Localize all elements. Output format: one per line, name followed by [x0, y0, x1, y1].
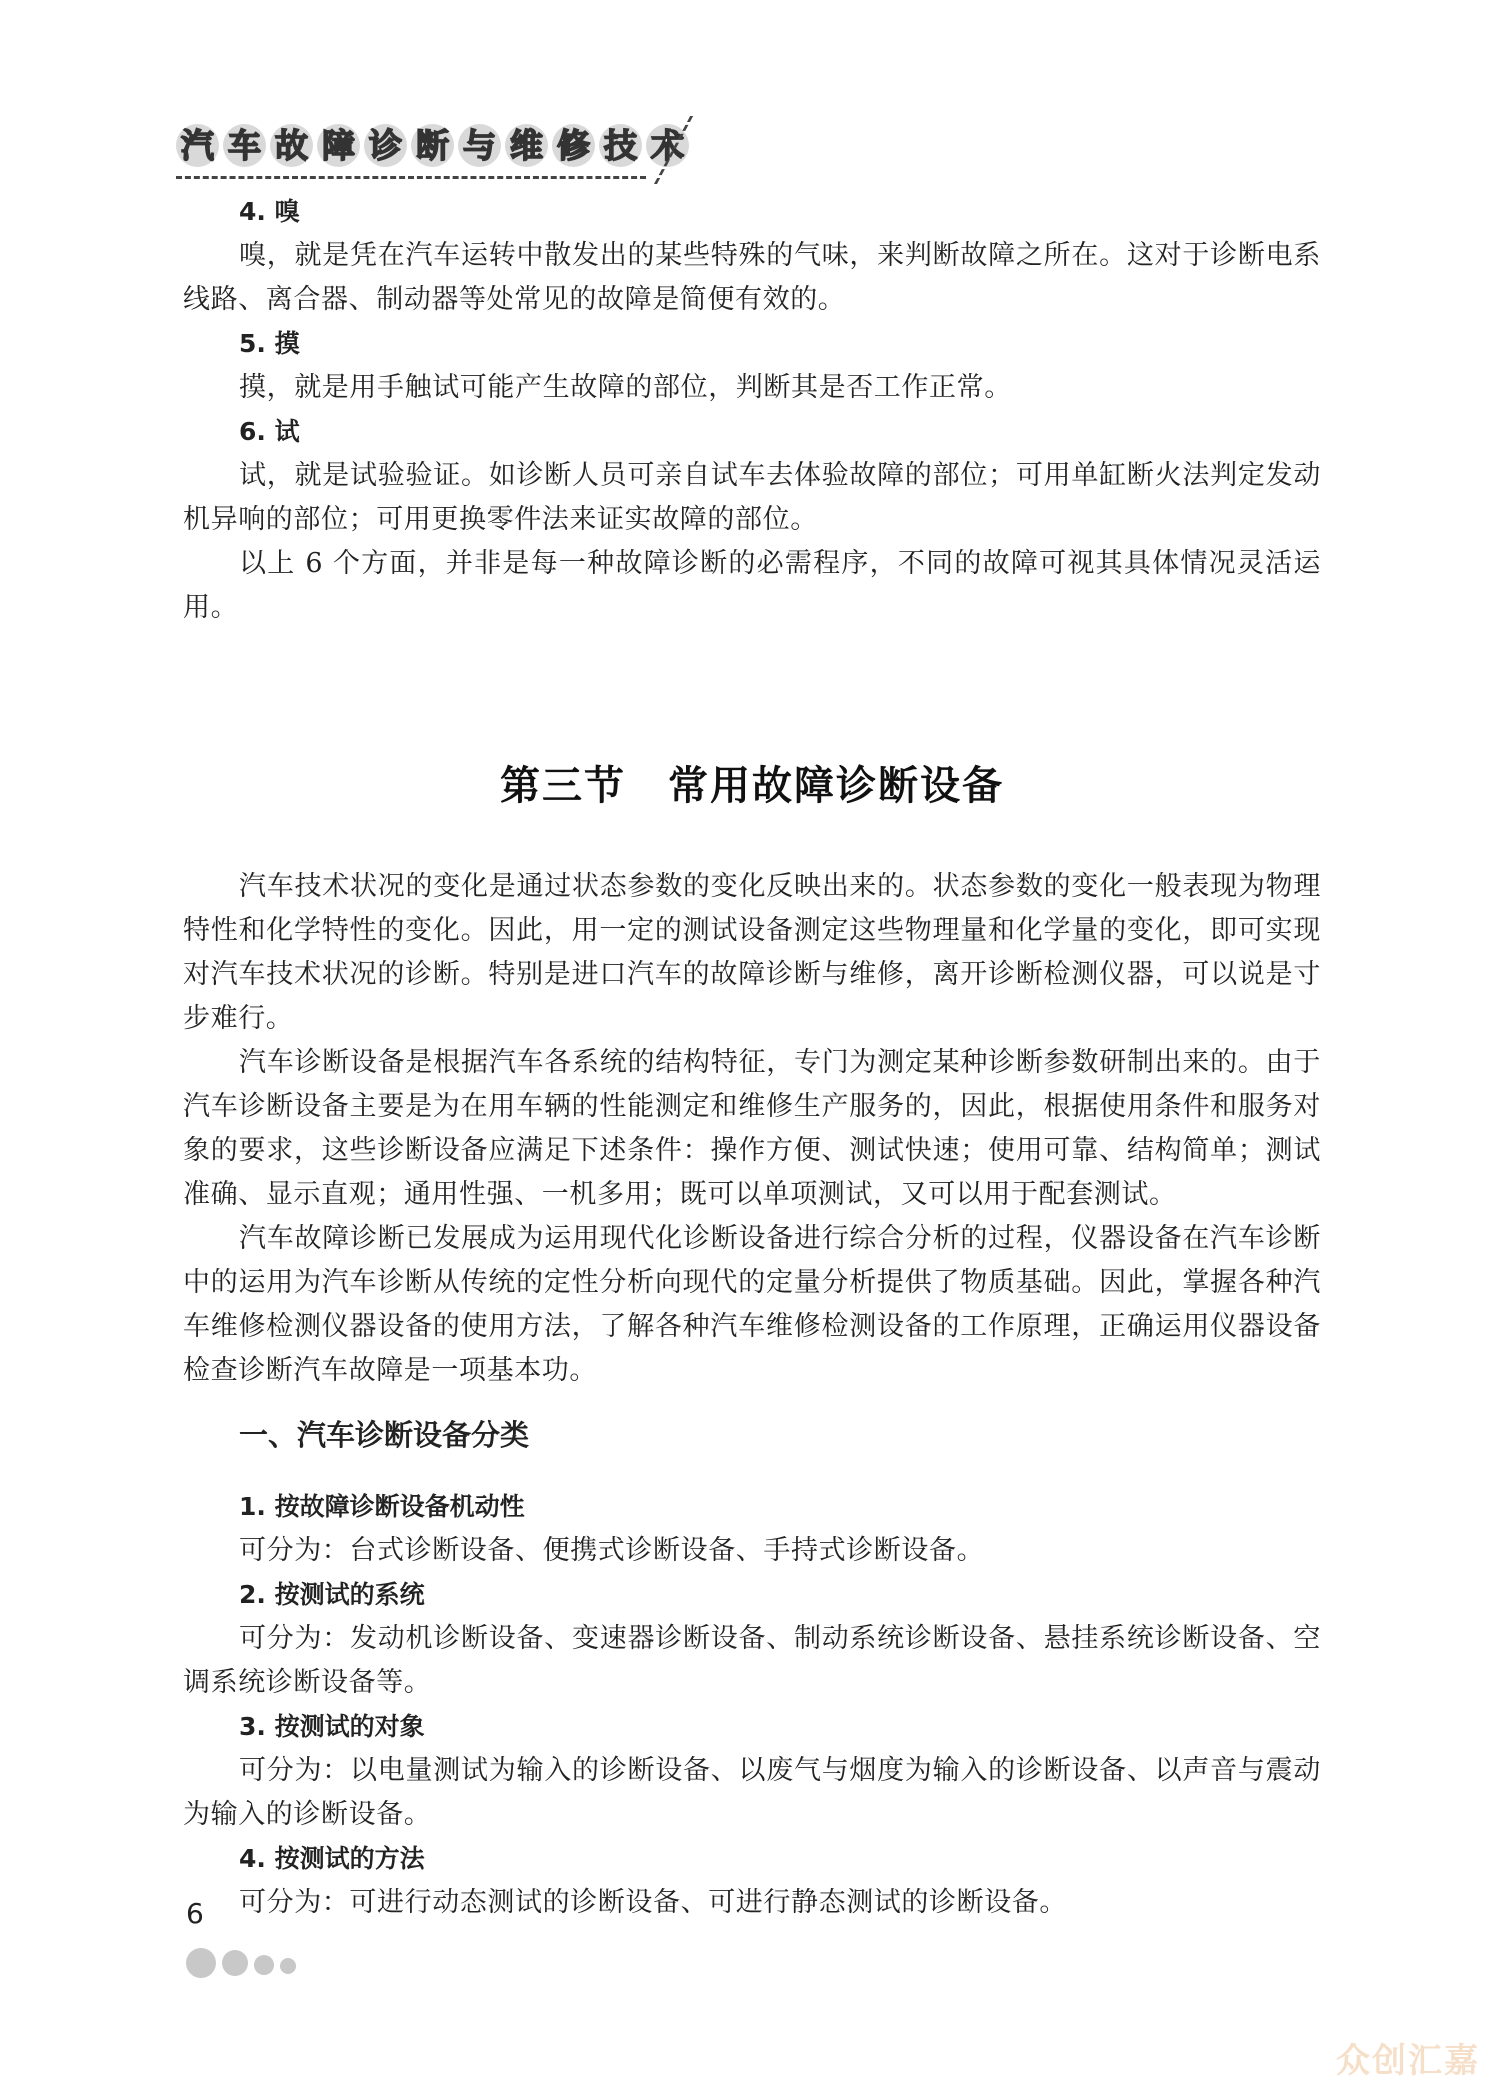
- page-body: [183, 190, 1321, 1925]
- paragraph: 可分为：以电量测试为输入的诊断设备、以废气与烟度为输入的诊断设备、以声音与震动为输入的诊断设备。: [183, 1755, 1321, 1830]
- header-char: 术: [646, 124, 689, 167]
- subheading: 5. 摸: [239, 329, 300, 358]
- classification-list: [183, 1485, 1321, 1925]
- paragraph: 摸，就是用手触试可能产生故障的部位，判断其是否工作正常。: [239, 372, 1012, 403]
- subheading: 3. 按测试的对象: [239, 1712, 425, 1741]
- paragraph: 试，就是试验验证。如诊断人员可亲自试车去体验故障的部位；可用单缸断火法判定发动机异响的部位；可用更换零件法来证实故障的部位。: [183, 460, 1321, 535]
- header-char: 车: [223, 124, 266, 167]
- paragraph: 汽车故障诊断已发展成为运用现代化诊断设备进行综合分析的过程，仪器设备在汽车诊断中的运用为汽车诊断从传统的定性分析向现代的定量分析提供了物质基础。因此，掌握各种汽车维修检测仪器设备的使用方法，了解各种汽车维修检测设备的工作原理，正确运用仪器设备检查诊断汽车故障是一项基本功。: [183, 1223, 1321, 1386]
- subheading: 1. 按故障诊断设备机动性: [239, 1492, 525, 1521]
- header-char: 维: [505, 124, 548, 167]
- footer-dot: [254, 1955, 274, 1975]
- footer-dot: [222, 1950, 248, 1976]
- paragraph: 嗅，就是凭在汽车运转中散发出的某些特殊的气味，来判断故障之所在。这对于诊断电系线路、离合器、制动器等处常见的故障是简便有效的。: [183, 240, 1321, 315]
- paragraph: 汽车技术状况的变化是通过状态参数的变化反映出来的。状态参数的变化一般表现为物理特性和化学特性的变化。因此，用一定的测试设备测定这些物理量和化学量的变化，即可实现对汽车技术状况的诊断。特别是进口汽车的故障诊断与维修，离开诊断检测仪器，可以说是寸步难行。: [183, 871, 1321, 1034]
- subheading: 6. 试: [239, 417, 300, 446]
- header-title: [176, 124, 693, 167]
- header-char: 技: [599, 124, 642, 167]
- watermark: 众创汇嘉: [1336, 2041, 1480, 2081]
- header-char: 障: [317, 124, 360, 167]
- footer-dot: [186, 1948, 216, 1978]
- header-char: 断: [411, 124, 454, 167]
- paragraph: 汽车诊断设备是根据汽车各系统的结构特征，专门为测定某种诊断参数研制出来的。由于汽车诊断设备主要是为在用车辆的性能测定和维修生产服务的，因此，根据使用条件和服务对象的要求，这些诊断设备应满足下述条件：操作方便、测试快速；使用可靠、结构简单；测试准确、显示直观；通用性强、一机多用；既可以单项测试，又可以用于配套测试。: [183, 1047, 1321, 1210]
- section-title: 第三节 常用故障诊断设备: [500, 762, 1004, 809]
- page-number: 6: [186, 1897, 204, 1930]
- section-intro: [183, 865, 1321, 1393]
- header-char: 修: [552, 124, 595, 167]
- header-char: 诊: [364, 124, 407, 167]
- paragraph: 可分为：发动机诊断设备、变速器诊断设备、制动系统诊断设备、悬挂系统诊断设备、空调系统诊断设备等。: [183, 1623, 1321, 1698]
- header-char: 与: [458, 124, 501, 167]
- subheading: 2. 按测试的系统: [239, 1580, 425, 1609]
- footer-dot: [280, 1958, 296, 1974]
- running-header: [176, 116, 696, 196]
- header-char: 汽: [176, 124, 219, 167]
- heading-classification: 一、汽车诊断设备分类: [239, 1418, 530, 1452]
- header-dashed-rule: [176, 176, 646, 179]
- paragraph: 以上 6 个方面，并非是每一种故障诊断的必需程序，不同的故障可视其具体情况灵活运用。: [183, 548, 1321, 623]
- subheading: 4. 按测试的方法: [239, 1844, 425, 1873]
- paragraph: 可分为：可进行动态测试的诊断设备、可进行静态测试的诊断设备。: [239, 1887, 1067, 1918]
- subheading: 4. 嗅: [239, 197, 300, 226]
- senses-section: [183, 190, 1321, 630]
- header-char: 故: [270, 124, 313, 167]
- paragraph: 可分为：台式诊断设备、便携式诊断设备、手持式诊断设备。: [239, 1535, 985, 1566]
